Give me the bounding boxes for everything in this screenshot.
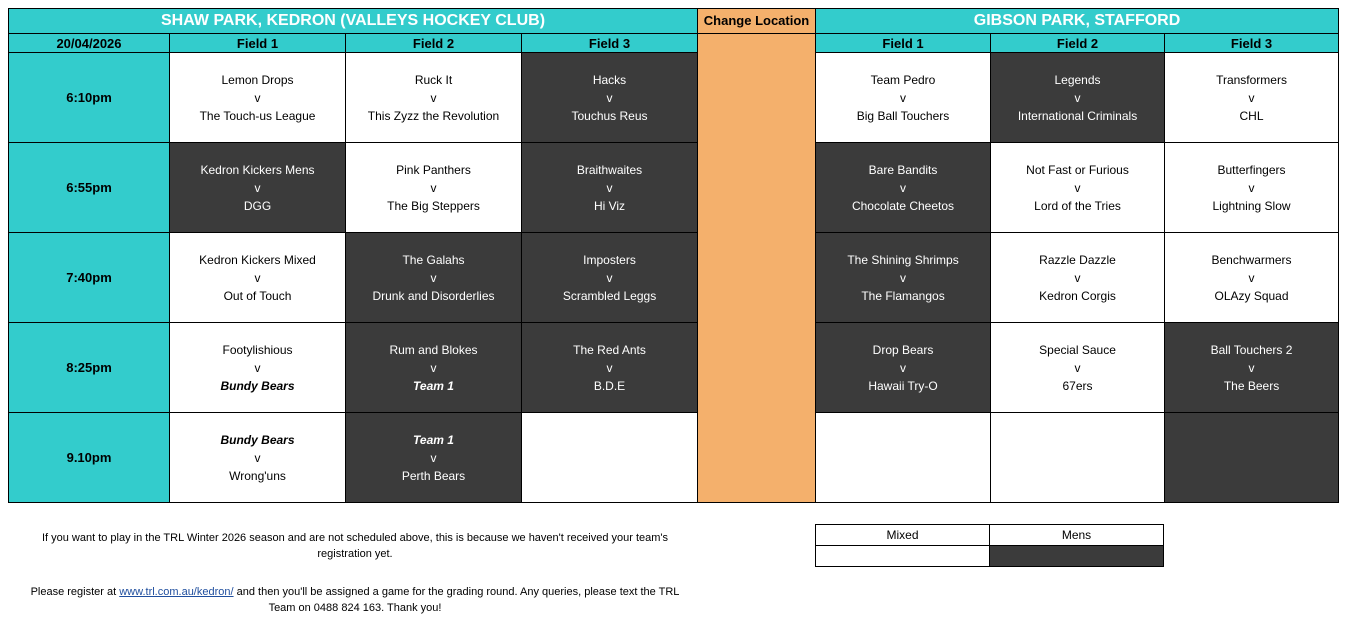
time-slot-row [9,53,1339,143]
home-team: The Galahs [402,252,465,267]
match-cell [346,53,522,143]
versus-label: v [1074,360,1081,375]
versus-label: v [606,360,613,375]
field-header-left-1: Field 1 [170,34,346,53]
match-cell [522,53,698,143]
match-cell [1165,233,1339,323]
away-team: Touchus Reus [571,108,648,123]
field-header-right-2: Field 2 [991,34,1165,53]
versus-label: v [254,360,261,375]
away-team: Lord of the Tries [1034,198,1121,213]
home-team: Rum and Blokes [389,342,478,357]
home-team: Pink Panthers [396,162,471,177]
time-label: 6:55pm [9,143,170,233]
home-team: Hacks [592,72,627,87]
home-team: Ruck It [414,72,453,87]
field-header-right-1: Field 1 [816,34,991,53]
away-team: Hi Viz [593,198,626,213]
away-team: Out of Touch [223,288,292,303]
away-team: 67ers [1062,378,1093,393]
versus-label: v [254,450,261,465]
away-team: The Touch-us League [199,108,316,123]
register-link[interactable]: www.trl.com.au/kedron/ [119,586,234,598]
versus-label: v [430,90,437,105]
match-cell [991,233,1165,323]
time-label: 8:25pm [9,323,170,413]
away-team: B.D.E [593,378,626,393]
match-cell [991,53,1165,143]
home-team: Legends [1054,72,1101,87]
away-team: The Beers [1223,378,1280,393]
away-team: Team 1 [413,378,454,393]
versus-label: v [1248,180,1255,195]
match-cell [1165,323,1339,413]
away-team: DGG [243,198,272,213]
versus-label: v [900,270,907,285]
versus-label: v [430,270,437,285]
home-team: Team 1 [413,432,454,447]
match-cell [522,233,698,323]
venue-title-gibson-park: GIBSON PARK, STAFFORD [816,9,1339,34]
home-team: Ball Touchers 2 [1210,342,1293,357]
away-team: Bundy Bears [220,378,295,393]
home-team: Team Pedro [870,72,936,87]
match-cell [816,143,991,233]
match-cell [1165,143,1339,233]
legend-mixed-swatch [816,546,990,567]
time-slot-row [9,233,1339,323]
match-cell [816,323,991,413]
match-cell [522,143,698,233]
change-location-header[interactable] [698,9,816,34]
register-note [20,584,690,616]
away-team: CHL [1239,108,1264,123]
home-team: Kedron Kickers Mens [200,162,315,177]
versus-label: v [1248,360,1255,375]
away-team: Lightning Slow [1212,198,1291,213]
match-cell [816,233,991,323]
legend-mixed-label: Mixed [816,525,990,546]
match-cell [170,53,346,143]
match-cell [991,323,1165,413]
versus-label: v [1074,270,1081,285]
home-team: Benchwarmers [1211,252,1292,267]
match-cell [991,143,1165,233]
time-label: 6:10pm [9,53,170,143]
empty-slot [522,413,698,503]
home-team: The Red Ants [573,342,646,357]
register-note-after: and then you'll be assigned a game for the grading round. Any queries, please text the TRL Team on 0488 824 163. Thank you! [233,586,680,614]
versus-label: v [254,180,261,195]
home-team: Special Sauce [1039,342,1116,357]
home-team: Drop Bears [872,342,934,357]
match-cell [170,233,346,323]
match-cell [346,143,522,233]
versus-label: v [606,270,613,285]
away-team: Drunk and Disorderlies [372,288,495,303]
away-team: Wrong'uns [229,468,286,483]
away-team: OLAzy Squad [1214,288,1289,303]
registration-note-text: If you want to play in the TRL Winter 2026 season and are not scheduled above, this is because we haven't received your team's registration yet. [41,532,669,560]
home-team: Bundy Bears [220,432,295,447]
versus-label: v [1248,270,1255,285]
legend-mens-label: Mens [990,525,1164,546]
versus-label: v [430,360,437,375]
away-team: The Big Steppers [387,198,480,213]
away-team: This Zyzz the Revolution [367,108,500,123]
home-team: Braithwaites [576,162,643,177]
home-team: Not Fast or Furious [1026,162,1129,177]
legend-mens-swatch [990,546,1164,567]
home-team: Transformers [1216,72,1287,87]
versus-label: v [1074,180,1081,195]
away-team: Chocolate Cheetos [851,198,955,213]
versus-label: v [606,90,613,105]
time-slot-row [9,143,1339,233]
empty-slot [991,413,1165,503]
home-team: The Shining Shrimps [847,252,959,267]
match-cell [170,143,346,233]
venue-title-shaw-park: SHAW PARK, KEDRON (VALLEYS HOCKEY CLUB) [9,9,698,34]
match-cell [170,323,346,413]
away-team: The Flamangos [861,288,945,303]
time-label: 9.10pm [9,413,170,503]
empty-slot [816,413,991,503]
match-cell [346,413,522,503]
time-slot-row [9,323,1339,413]
match-cell [522,323,698,413]
away-team: Kedron Corgis [1039,288,1116,303]
registration-note [20,530,690,562]
away-team: Hawaii Try-O [868,378,938,393]
field-header-right-3: Field 3 [1165,34,1339,53]
change-location-label[interactable]: Change Location [703,13,810,28]
match-cell [1165,53,1339,143]
home-team: Lemon Drops [221,72,294,87]
away-team: Perth Bears [401,468,466,483]
home-team: Footylishious [222,342,293,357]
match-cell [170,413,346,503]
home-team: Butterfingers [1217,162,1286,177]
change-location-column [698,34,816,503]
away-team: International Criminals [1017,108,1138,123]
home-team: Imposters [583,252,636,267]
home-team: Razzle Dazzle [1039,252,1116,267]
versus-label: v [900,180,907,195]
time-label: 7:40pm [9,233,170,323]
versus-label: v [900,90,907,105]
versus-label: v [1248,90,1255,105]
versus-label: v [900,360,907,375]
legend-table [815,524,1164,567]
empty-slot [1165,413,1339,503]
versus-label: v [254,270,261,285]
versus-label: v [254,90,261,105]
away-team: Big Ball Touchers [856,108,950,123]
match-cell [346,233,522,323]
home-team: Bare Bandits [868,162,938,177]
versus-label: v [430,450,437,465]
date-header: 20/04/2026 [9,34,170,53]
versus-label: v [430,180,437,195]
register-note-before: Please register at [30,586,120,598]
field-header-left-3: Field 3 [522,34,698,53]
home-team: Kedron Kickers Mixed [199,252,316,267]
schedule-table [8,8,1339,503]
away-team: Scrambled Leggs [562,288,657,303]
versus-label: v [606,180,613,195]
time-slot-row [9,413,1339,503]
match-cell [816,53,991,143]
field-header-left-2: Field 2 [346,34,522,53]
match-cell [346,323,522,413]
versus-label: v [1074,90,1081,105]
